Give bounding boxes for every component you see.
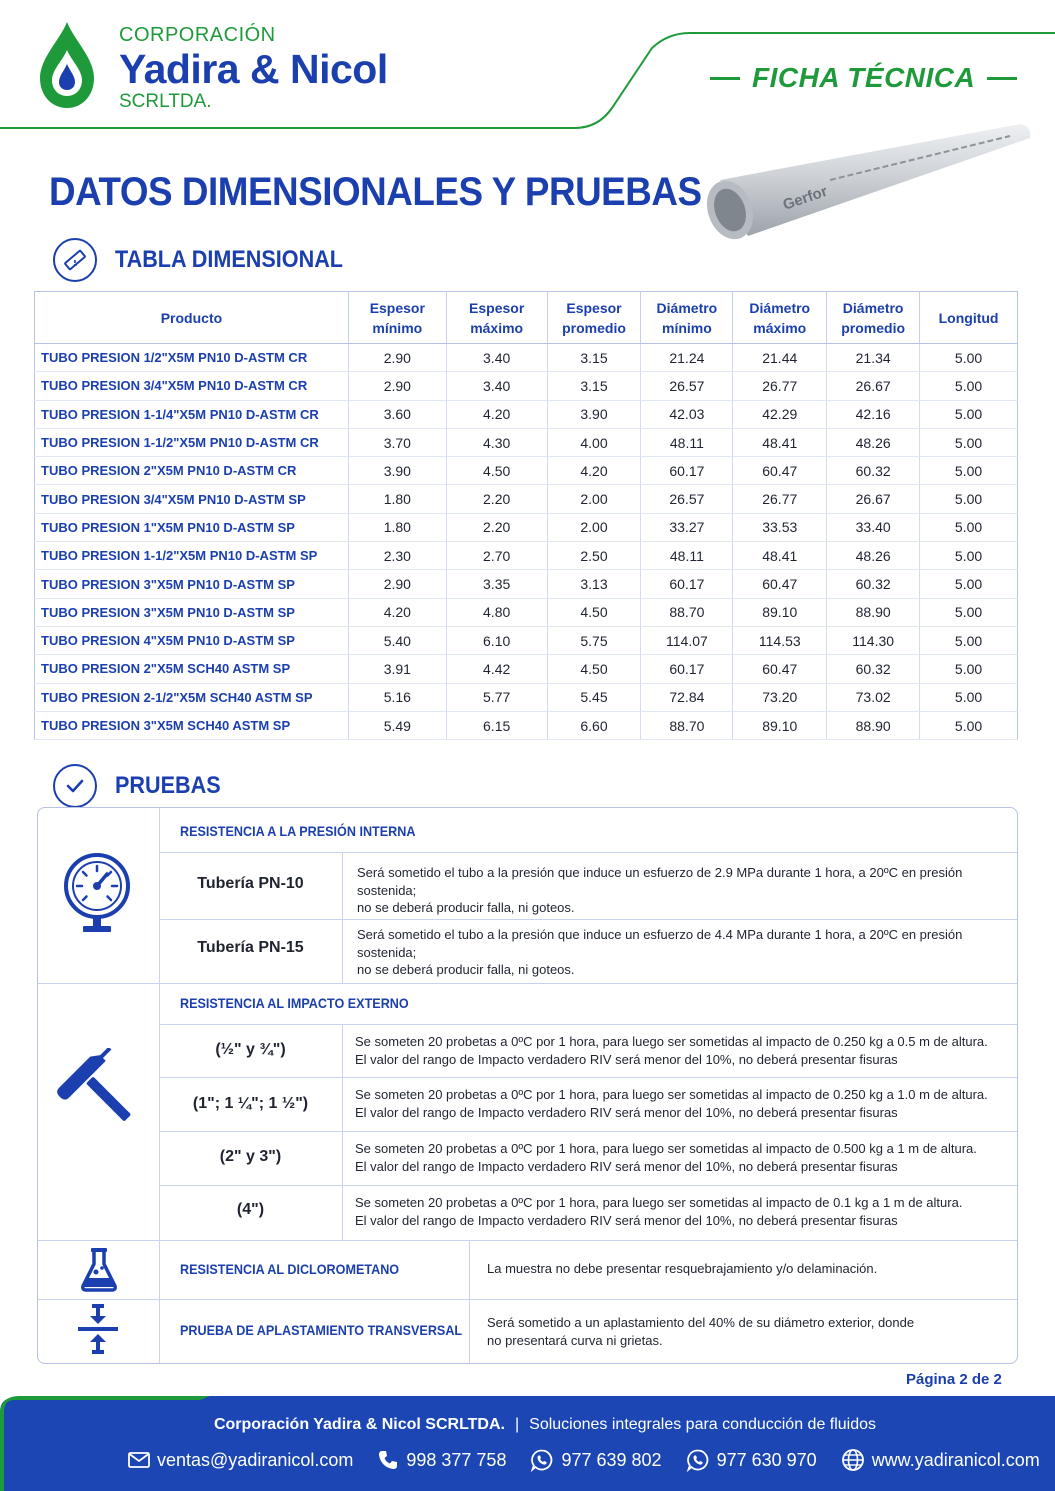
footer-whatsapp-2[interactable] [686, 1448, 817, 1472]
crush-test-desc: Será sometido a un aplastamiento del 40% de su diámetro exterior, donde no presentará curva ni grietas. [487, 1315, 915, 1348]
dash-left [710, 77, 740, 80]
table-cell: 114.07 [641, 626, 733, 654]
table-cell: 60.17 [641, 457, 733, 485]
table-row [35, 711, 1018, 739]
table-cell: 60.47 [733, 457, 827, 485]
product-name-cell: TUBO PRESION 3/4"X5M PN10 D-ASTM CR [35, 372, 349, 400]
header-espesor-minimo: Espesor mínimo [348, 292, 446, 344]
page-footer [0, 1396, 1055, 1491]
table-cell: 2.90 [348, 344, 446, 372]
footer-company-line [0, 1416, 1055, 1434]
pressure-row-desc-pn15: Será sometido el tubo a la presión que induce un esfuerzo de 4.4 MPa durante 1 hora, a 20ºC en presión sostenida; no se deberá producir falla, ni goteos. [357, 927, 963, 977]
header-diametro-promedio: Diámetro promedio [827, 292, 920, 344]
table-cell: 2.90 [348, 372, 446, 400]
table-cell: 72.84 [641, 683, 733, 711]
table-cell: 3.40 [446, 344, 547, 372]
table-cell: 48.41 [733, 428, 827, 456]
table-cell: 60.17 [641, 655, 733, 683]
compression-icon [76, 1304, 120, 1354]
grid-line [469, 1240, 470, 1364]
product-name-cell: TUBO PRESION 2"X5M SCH40 ASTM SP [35, 655, 349, 683]
table-cell: 114.53 [733, 626, 827, 654]
product-name-cell: TUBO PRESION 3"X5M PN10 D-ASTM SP [35, 598, 349, 626]
footer-whatsapp-1-text: 977 639 802 [561, 1449, 662, 1470]
product-name-cell: TUBO PRESION 1-1/2"X5M PN10 D-ASTM SP [35, 542, 349, 570]
table-cell: 26.57 [641, 485, 733, 513]
table-row [35, 626, 1018, 654]
footer-company: Corporación Yadira & Nicol SCRLTDA. [213, 1416, 505, 1433]
table-cell: 48.11 [641, 542, 733, 570]
table-cell: 26.67 [827, 485, 920, 513]
table-cell: 5.49 [348, 711, 446, 739]
table-cell: 5.45 [547, 683, 641, 711]
impact-test-heading: RESISTENCIA AL IMPACTO EXTERNO [180, 995, 409, 1011]
table-row [35, 428, 1018, 456]
ruler-icon [53, 238, 97, 282]
grid-line [38, 1299, 1018, 1300]
grid-line [342, 1024, 343, 1240]
table-cell: 2.90 [348, 570, 446, 598]
globe-icon [841, 1448, 865, 1472]
table-cell: 5.00 [920, 626, 1018, 654]
table-cell: 6.15 [446, 711, 547, 739]
table-cell: 2.70 [446, 542, 547, 570]
footer-contacts [128, 1448, 1055, 1472]
brand-sub-text: SCRLTDA. [119, 91, 212, 112]
product-name-cell: TUBO PRESION 2"X5M PN10 D-ASTM CR [35, 457, 349, 485]
pressure-row-label-pn10: Tubería PN-10 [197, 875, 304, 892]
table-row [35, 457, 1018, 485]
table-header-row [35, 292, 1018, 344]
table-cell: 26.57 [641, 372, 733, 400]
tests-table [37, 807, 1018, 1364]
grid-line [159, 1077, 1018, 1078]
table-cell: 1.80 [348, 485, 446, 513]
grid-line [38, 983, 1018, 984]
tests-section-title: PRUEBAS [115, 772, 221, 799]
table-cell: 89.10 [733, 598, 827, 626]
table-row [35, 400, 1018, 428]
table-cell: 2.50 [547, 542, 641, 570]
product-name-cell: TUBO PRESION 3"X5M SCH40 ASTM SP [35, 711, 349, 739]
table-row [35, 542, 1018, 570]
grid-line [159, 852, 1018, 853]
pvc-pipe-image [690, 118, 1035, 253]
table-cell: 3.60 [348, 400, 446, 428]
impact-row-label-3: (2" y 3") [219, 1148, 282, 1165]
table-row [35, 683, 1018, 711]
footer-tagline: Soluciones integrales para conducción de fluidos [529, 1416, 877, 1433]
table-cell: 5.00 [920, 457, 1018, 485]
grid-line [159, 1131, 1018, 1132]
impact-row-label-4: (4") [236, 1201, 265, 1218]
table-cell: 60.32 [827, 655, 920, 683]
table-cell: 42.16 [827, 400, 920, 428]
table-cell: 21.24 [641, 344, 733, 372]
product-name-cell: TUBO PRESION 1-1/4"X5M PN10 D-ASTM CR [35, 400, 349, 428]
table-row [35, 513, 1018, 541]
header-diametro-minimo: Diámetro mínimo [641, 292, 733, 344]
table-cell: 42.29 [733, 400, 827, 428]
table-cell: 48.26 [827, 428, 920, 456]
header-espesor-promedio: Espesor promedio [547, 292, 641, 344]
table-cell: 3.15 [547, 372, 641, 400]
dichloromethane-test-desc: La muestra no debe presentar resquebrajamiento y/o delaminación. [487, 1261, 878, 1276]
table-cell: 5.77 [446, 683, 547, 711]
footer-website[interactable] [841, 1448, 1040, 1472]
impact-row-label-2: (1"; 1 ¼"; 1 ½") [192, 1095, 309, 1112]
dimension-section-title: TABLA DIMENSIONAL [115, 246, 343, 273]
table-cell: 5.00 [920, 485, 1018, 513]
table-cell: 5.00 [920, 542, 1018, 570]
footer-whatsapp-1[interactable] [530, 1448, 661, 1472]
dimension-table-body [35, 344, 1018, 740]
product-name-cell: TUBO PRESION 3"X5M PN10 D-ASTM SP [35, 570, 349, 598]
footer-website-text: www.yadiranicol.com [871, 1449, 1040, 1470]
table-cell: 4.50 [547, 598, 641, 626]
product-name-cell: TUBO PRESION 3/4"X5M PN10 D-ASTM SP [35, 485, 349, 513]
grid-line [38, 1240, 1018, 1241]
pipe-brand-text: Gerfor [780, 182, 830, 214]
table-cell: 3.35 [446, 570, 547, 598]
tests-section-heading [53, 764, 232, 808]
pressure-row-desc-pn10: Será sometido el tubo a la presión que induce un esfuerzo de 2.9 MPa durante 1 hora, a 20ºC en presión sostenida; no se deberá producir falla, ni goteos. [357, 865, 963, 915]
pressure-gauge-icon [62, 852, 132, 936]
crush-test-heading: PRUEBA DE APLASTAMIENTO TRANSVERSAL [180, 1322, 463, 1338]
impact-row-label-1: (½" y ¾") [215, 1041, 286, 1058]
header-espesor-maximo: Espesor máximo [446, 292, 547, 344]
dimension-table [34, 291, 1018, 740]
page-title: DATOS DIMENSIONALES Y PRUEBAS [49, 170, 702, 214]
table-cell: 3.91 [348, 655, 446, 683]
hammer-icon [56, 1048, 140, 1126]
footer-phone-text: 998 377 758 [406, 1449, 507, 1470]
table-cell: 88.70 [641, 711, 733, 739]
whatsapp-icon [686, 1448, 710, 1472]
grid-line [159, 919, 1018, 920]
table-cell: 5.40 [348, 626, 446, 654]
table-cell: 89.10 [733, 711, 827, 739]
grid-line [159, 1024, 1018, 1025]
brand-block [119, 24, 388, 112]
table-cell: 5.00 [920, 400, 1018, 428]
impact-row-desc-3: Se someten 20 probetas a 0ºC por 1 hora, para luego ser sometidas al impacto de 0.500 kg a 1 m de altura. El valor del rango de Impacto verdadero RIV será menor del 10%, no deberá presentar fisuras [355, 1141, 977, 1174]
footer-separator: | [514, 1416, 520, 1433]
footer-whatsapp-2-text: 977 630 970 [716, 1449, 817, 1470]
table-cell: 6.10 [446, 626, 547, 654]
impact-row-desc-4: Se someten 20 probetas a 0ºC por 1 hora, para luego ser sometidas al impacto de 0.1 kg a 1 m de altura. El valor del rango de Impacto verdadero RIV será menor del 10%, no deberá presentar fisuras [355, 1195, 963, 1228]
table-row [35, 655, 1018, 683]
table-cell: 88.90 [827, 598, 920, 626]
table-cell: 21.34 [827, 344, 920, 372]
envelope-icon [128, 1452, 150, 1468]
table-cell: 5.75 [547, 626, 641, 654]
table-cell: 2.20 [446, 485, 547, 513]
table-cell: 26.67 [827, 372, 920, 400]
table-cell: 5.00 [920, 711, 1018, 739]
table-cell: 60.17 [641, 570, 733, 598]
flask-icon [80, 1246, 118, 1292]
header-diametro-maximo: Diámetro máximo [733, 292, 827, 344]
table-row [35, 485, 1018, 513]
header-producto: Producto [35, 292, 349, 344]
table-cell: 26.77 [733, 372, 827, 400]
table-cell: 42.03 [641, 400, 733, 428]
table-cell: 73.02 [827, 683, 920, 711]
table-cell: 4.30 [446, 428, 547, 456]
table-row [35, 598, 1018, 626]
table-cell: 33.40 [827, 513, 920, 541]
header-longitud: Longitud [920, 292, 1018, 344]
dash-right [987, 77, 1017, 80]
footer-background [0, 1396, 1055, 1491]
table-cell: 4.20 [348, 598, 446, 626]
table-cell: 3.40 [446, 372, 547, 400]
table-row [35, 344, 1018, 372]
impact-row-desc-1: Se someten 20 probetas a 0ºC por 1 hora, para luego ser sometidas al impacto de 0.250 kg a 0.5 m de altura. El valor del rango de Impacto verdadero RIV será menor del 10%, no deberá presentar fisuras [355, 1034, 988, 1067]
table-cell: 5.00 [920, 570, 1018, 598]
product-name-cell: TUBO PRESION 4"X5M PN10 D-ASTM SP [35, 626, 349, 654]
pressure-test-heading: RESISTENCIA A LA PRESIÓN INTERNA [180, 823, 416, 839]
table-cell: 5.16 [348, 683, 446, 711]
product-name-cell: TUBO PRESION 1/2"X5M PN10 D-ASTM CR [35, 344, 349, 372]
table-cell: 3.15 [547, 344, 641, 372]
check-circle-icon [53, 764, 97, 808]
footer-email[interactable] [128, 1450, 353, 1471]
table-cell: 2.00 [547, 513, 641, 541]
table-cell: 1.80 [348, 513, 446, 541]
table-cell: 2.30 [348, 542, 446, 570]
table-cell: 114.30 [827, 626, 920, 654]
page-header [0, 0, 1055, 135]
dichloromethane-test-heading: RESISTENCIA AL DICLOROMETANO [180, 1261, 400, 1277]
phone-icon [377, 1449, 399, 1471]
ficha-tecnica-badge [710, 62, 1020, 94]
table-cell: 33.27 [641, 513, 733, 541]
brand-name: Yadira & Nicol [119, 46, 388, 92]
table-cell: 3.70 [348, 428, 446, 456]
table-cell: 4.50 [547, 655, 641, 683]
whatsapp-icon [530, 1448, 554, 1472]
table-cell: 4.20 [446, 400, 547, 428]
table-cell: 60.32 [827, 570, 920, 598]
table-cell: 4.42 [446, 655, 547, 683]
table-cell: 48.41 [733, 542, 827, 570]
impact-row-desc-2: Se someten 20 probetas a 0ºC por 1 hora, para luego ser sometidas al impacto de 0.250 kg a 1.0 m de altura. El valor del rango de Impacto verdadero RIV será menor del 10%, no deberá presentar fisuras [355, 1087, 988, 1120]
table-cell: 2.00 [547, 485, 641, 513]
table-cell: 88.90 [827, 711, 920, 739]
table-cell: 73.20 [733, 683, 827, 711]
table-cell: 4.20 [547, 457, 641, 485]
product-name-cell: TUBO PRESION 1-1/2"X5M PN10 D-ASTM CR [35, 428, 349, 456]
table-cell: 2.20 [446, 513, 547, 541]
table-cell: 88.70 [641, 598, 733, 626]
table-cell: 26.77 [733, 485, 827, 513]
table-cell: 3.90 [348, 457, 446, 485]
table-cell: 5.00 [920, 344, 1018, 372]
table-cell: 60.47 [733, 655, 827, 683]
brand-top-text: CORPORACIÓN [119, 24, 276, 46]
table-cell: 5.00 [920, 513, 1018, 541]
table-cell: 4.50 [446, 457, 547, 485]
footer-phone[interactable] [377, 1449, 506, 1471]
grid-line [159, 1185, 1018, 1186]
product-name-cell: TUBO PRESION 1"X5M PN10 D-ASTM SP [35, 513, 349, 541]
table-cell: 6.60 [547, 711, 641, 739]
table-cell: 3.90 [547, 400, 641, 428]
table-cell: 5.00 [920, 655, 1018, 683]
table-cell: 5.00 [920, 428, 1018, 456]
table-cell: 48.11 [641, 428, 733, 456]
table-cell: 4.80 [446, 598, 547, 626]
product-name-cell: TUBO PRESION 2-1/2"X5M SCH40 ASTM SP [35, 683, 349, 711]
ficha-tecnica-label: FICHA TÉCNICA [752, 62, 976, 93]
table-cell: 3.13 [547, 570, 641, 598]
table-cell: 4.00 [547, 428, 641, 456]
dimension-section-heading [53, 238, 368, 282]
table-cell: 33.53 [733, 513, 827, 541]
page-number: Página 2 de 2 [906, 1371, 1002, 1388]
table-cell: 21.44 [733, 344, 827, 372]
table-cell: 5.00 [920, 598, 1018, 626]
pressure-row-label-pn15: Tubería PN-15 [197, 939, 304, 956]
table-cell: 60.47 [733, 570, 827, 598]
grid-line [342, 852, 343, 983]
table-cell: 60.32 [827, 457, 920, 485]
table-cell: 5.00 [920, 372, 1018, 400]
table-cell: 5.00 [920, 683, 1018, 711]
table-row [35, 372, 1018, 400]
footer-email-text: ventas@yadiranicol.com [157, 1449, 354, 1470]
table-cell: 48.26 [827, 542, 920, 570]
table-row [35, 570, 1018, 598]
water-drop-logo-icon [36, 20, 98, 112]
